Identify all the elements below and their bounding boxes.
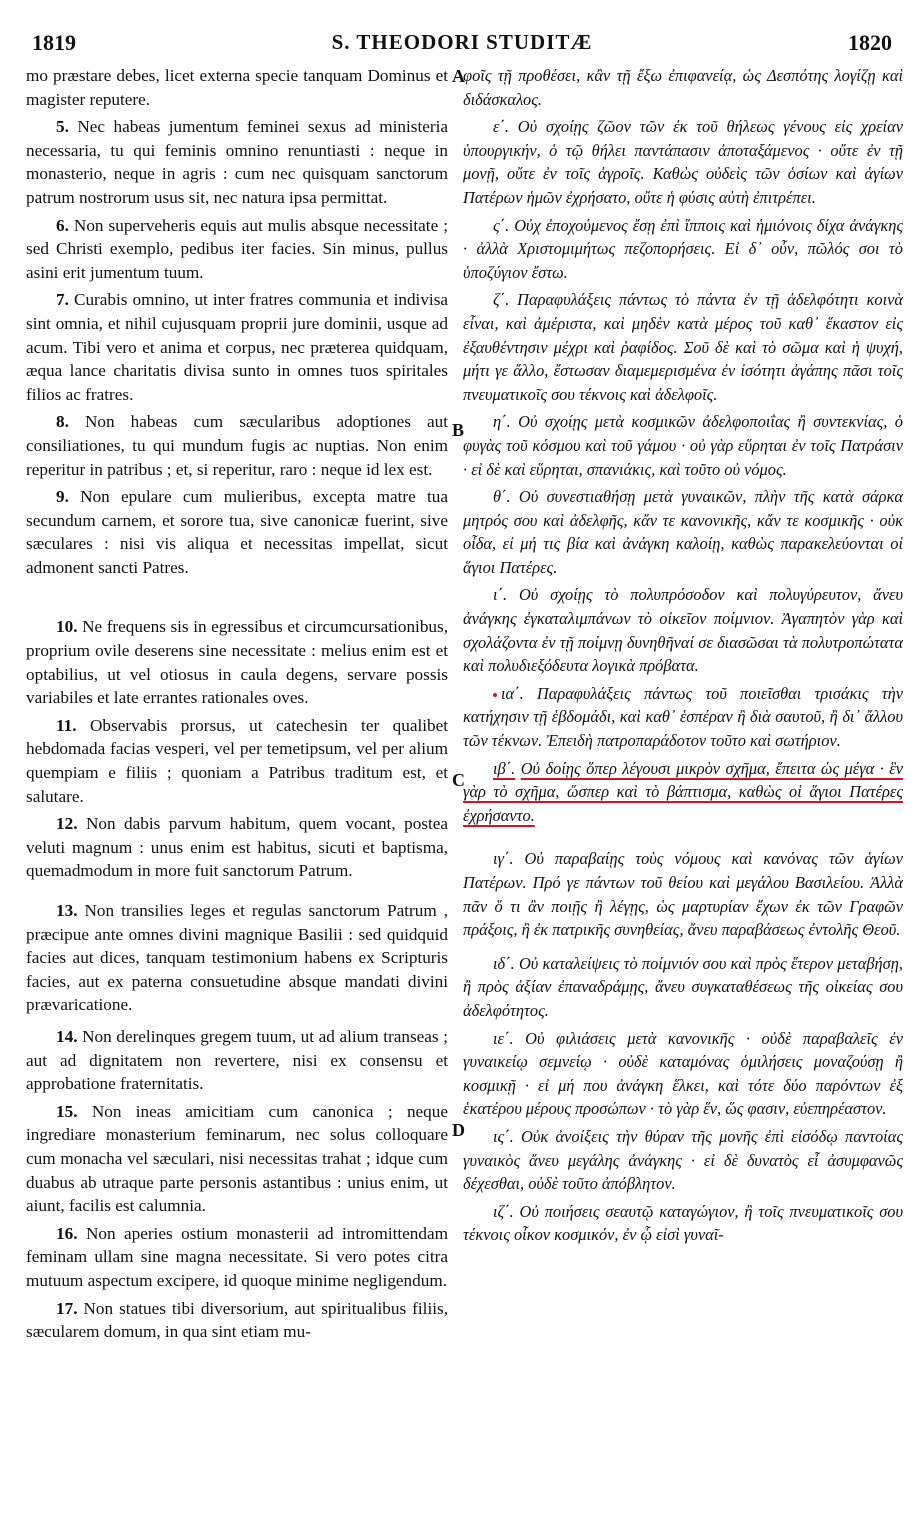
greek-paragraph-5 [463,115,903,209]
paragraph-number: ιε΄. [493,1028,514,1048]
latin-paragraph-5 [26,115,448,209]
greek-paragraph [463,64,903,111]
paragraph-text: Οὐ σχοίῃς τὸ πολυπρόσοδον καὶ πολυγύρευτον, ἄνευ ἀνάγκης ἐγκαταλιμπάνων τὸ οἰκεῖον ποίμνιον. Ἀγαπητὸν γὰρ καὶ σχολάζοντα ἐν τῇ ποίμνῃ δυνηθῆναί σε διασῶσαι τὰ πολυτροπώτατα καὶ πολυδιεξόδευτα λογικὰ πρόβατα. [463,585,903,676]
paragraph-number: η΄. [493,412,511,432]
paragraph-number: ια΄. [501,683,524,703]
paragraph-text: Non habeas cum sæcularibus adoptiones aut consiliationes, tu qui mundum fugis ac nuptias. Non enim reperitur in patribus ; et, si reperitur, raro : neque id lex est. [26,412,448,479]
paragraph-number: ς΄. [493,215,510,235]
paragraph-text: Οὐχ ἐποχούμενος ἔσῃ ἐπὶ ἵπποις καὶ ἡμιόνοις δίχα ἀνάγκης · ἀλλὰ Χριστομιμήτως πεζοπορήσεις. Εἰ δ᾽ οὖν, πῶλός σοι τὸ ὑποζύγιον ἔστω. [463,215,903,282]
latin-paragraph-6 [26,214,448,285]
paragraph-text: mo præstare debes, licet externa specie tanquam Dominus et magister reputere. [26,66,448,109]
margin-marker-a: A [452,66,465,86]
paragraph-text: Οὐ φιλιάσεις μετὰ κανονικῆς · οὐδὲ παραβαλεῖς ἐν γυναικείῳ σεμνείῳ · οὐδὲ καταμόνας ὁμιλήσεις μοναζούσῃ ἢ κοσμικῇ · εἰ μή που ἀνάγκη ἕλκει, καὶ τότε δύο παρόντων ἐξ ἑκατέρου μέρους προσώπων · τὸ γὰρ ἕν, ὥς φασιν, εὐεπηρέαστον. [463,1028,903,1119]
greek-paragraph-14 [463,952,903,1023]
paragraph-text: φοῖς τῇ προθέσει, κἂν τῇ ἔξω ἐπιφανείᾳ, ὡς Δεσπότης λογίζῃ καὶ διδάσκαλος. [463,66,903,109]
paragraph-number: 6. [56,215,69,235]
paragraph-number: ζ΄. [493,290,510,310]
latin-paragraph [26,64,448,111]
paragraph-text: Οὐ παραβαίῃς τοὺς νόμους καὶ κανόνας τῶν ἁγίων Πατέρων. Πρό γε πάντων τοῦ θείου καὶ μεγάλου Βασιλείου. Ἀλλὰ πᾶν ὅ τι ἂν ποιῇς ἢ λέγῃς, ὡς μαρτυρίαν ἔχων ἐκ τῶν Γραφῶν πράξοις, ἢ ἐκ πατρικῆς συνηθείας, ἄνευ παραβάσεως ἐντολῆς Θεοῦ. [463,849,903,940]
latin-paragraph-11 [26,714,448,808]
paragraph-number: ιβ΄. [493,758,516,778]
paragraph-text: Curabis omnino, ut inter fratres communia et indivisa sint omnia, et nihil cujusquam proprii jure dominii, usque ad acum. Tibi vero et anima et corpus, nec præterea quidquam, æqua lance charitatis divisa sunto in omnes tuos spiritales filios ac fratres. [26,290,449,404]
paragraph-number: 16. [56,1223,78,1243]
greek-paragraph-15 [463,1027,903,1121]
margin-marker-c: C [452,770,465,790]
greek-paragraph-17 [463,1200,903,1247]
paragraph-number: 10. [56,617,78,637]
latin-paragraph-17 [26,1297,448,1344]
greek-paragraph-8 [463,410,903,481]
greek-column [463,64,903,1251]
paragraph-text: Οὐ καταλείψεις τὸ ποίμνιόν σου καὶ πρὸς ἕτερον μεταβήσῃ, ἢ πρὸς ἀξίαν ἐπαναδράμῃς, ἄνευ συγκαταθέσεως τῆς οἰκείας σου ἀδελφότητος. [463,953,903,1020]
paragraph-number: 5. [56,117,69,137]
paragraph-number: ιδ΄. [493,953,515,973]
paragraph-number: 12. [56,814,78,834]
paragraph-text: Non epulare cum mulieribus, excepta matre tua secundum carnem, et sorore tua, sive canonicæ fuerint, sive sæculares : nisi vis aliqua et necessitas impellat, sicut admonent sancti Patres. [26,487,448,577]
latin-paragraph-8 [26,410,448,481]
paragraph-number: ι΄. [493,585,508,605]
latin-paragraph-12 [26,812,448,883]
paragraph-text: Non transilies leges et regulas sanctorum Patrum , præcipue ante omnes divini magnique Basilii : sed quidquid facies aut dices, tanquam testimonium habens ex Scripturis facies, aut ex paterna consuetudine absque mandati divini prævaricatione. [26,901,449,1015]
paragraph-number: 15. [56,1101,78,1121]
paragraph-text: Non derelinques gregem tuum, ut ad alium transeas ; aut ad dignitatem non revertere, nisi ex consensu et approbatione fraternitatis. [26,1026,449,1094]
paragraph-text: Παραφυλάξεις πάντως τοῦ ποιεῖσθαι τρισάκις τὴν κατήχησιν τῇ ἑβδομάδι, καὶ καθ᾽ ἑσπέραν ἢ διὰ σαυτοῦ, ἢ δι᾽ ἄλλου τῶν τέκνων. Ἐπειδὴ πατροπαράδοτον τοῦτο καὶ σωτήριον. [463,683,903,751]
paragraph-number: θ΄. [493,487,511,507]
latin-paragraph-10 [26,615,448,709]
latin-paragraph-9 [26,485,448,579]
latin-paragraph-16 [26,1222,448,1293]
latin-paragraph-13 [26,899,448,1017]
margin-marker-b: B [452,420,465,440]
paragraph-text: Οὐ σχοίῃς ζῶον τῶν ἐκ τοῦ θήλεως γένους εἰς χρείαν ὑπουργικήν, ὁ τῷ θήλει παντάπασιν ἀποταξάμενος · οὔτε ἐν τῇ μονῇ, οὔτε ἐν τοῖς ἀγροῖς. Καθὼς οὐδεὶς τῶν ὁσίων καὶ ἁγίων Πατέρων ἡμῶν ἐχρήσατο, οὔτε ἡ φύσις αὐτὴ ἐπιτρέπει. [463,117,903,207]
paragraph-text: Observabis prorsus, ut catechesin ter qualibet hebdomada facias vesperi, vel per temetipsum, vel per alium quempiam e filiis ; quoniam a Patribus traditum est, et salutare. [26,715,448,806]
paragraph-number: 13. [56,901,78,920]
red-dot-mark [493,693,497,697]
highlighted-text: Οὐ δοίῃς ὅπερ λέγουσι μικρὸν σχῆμα, ἔπειτα ὡς μέγα · ἓν γὰρ τὸ σχῆμα, ὥσπερ καὶ τὸ βάπτισμα, καθὼς οἱ ἅγιοι Πατέρες ἐχρήσαντο. [463,758,903,825]
paragraph-text: Οὐ ποιήσεις σεαυτῷ καταγώγιον, ἢ τοῖς πνευματικοῖς σου τέκνοις οἶκον κοσμικόν, ἐν ᾧ εἰσὶ γυναῖ- [463,1201,903,1245]
page-header [32,26,892,60]
paragraph-number: 11. [56,715,77,735]
greek-paragraph-6 [463,214,903,285]
paragraph-number: 14. [56,1026,78,1046]
paragraph-number: ις΄. [493,1126,514,1146]
running-title: S. THEODORI STUDITÆ [331,30,593,54]
paragraph-text: Οὐ συνεστιαθήσῃ μετὰ γυναικῶν, πλὴν τῆς κατὰ σάρκα μητρός σου καὶ ἀδελφῆς, κἄν τε κανονικῆς, κἄν τε κοσμικῆς · οὐκ οἶδα, εἰ μή τις βία καὶ ἀνάγκη καλοίῃ, καθὼς παρακελεύονται οἱ ἅγιοι Πατέρες. [463,487,903,577]
paragraph-text: Non ineas amicitiam cum canonica ; neque ingrediare monasterium feminarum, nec solus colloquare cum monacha vel sæculari, nisi necessitas trahat ; idque cum duabus ab utraque parte personis astantibus : unius enim, ut aiunt, facilis est calumnia. [26,1101,448,1216]
latin-column [26,64,448,1348]
latin-paragraph-14 [26,1025,448,1096]
greek-paragraph-13 [463,847,903,941]
latin-paragraph-7 [26,288,448,406]
paragraph-text: Οὐκ ἀνοίξεις τὴν θύραν τῆς μονῆς ἐπὶ εἰσόδῳ παντοίας γυναικὸς ἄνευ μεγάλης ἀνάγκης · εἰ δὲ δυνατὸς εἶ ἀσυμφανῶς δέχεσθαι, οὐδὲ τοῦτο ἀπόβλητον. [463,1126,903,1194]
page-number-right: 1820 [848,30,892,55]
paragraph-text: Non aperies ostium monasterii ad intromittendam feminam ullam sine magna necessitate. Si vero potes citra mutuum aspectum excipere, id quoque minime negligendum. [26,1223,448,1290]
paragraph-number: ιζ΄. [493,1201,514,1221]
paragraph-number: ιγ΄. [493,849,514,869]
margin-marker-d: D [452,1120,465,1140]
paragraph-text: Nec habeas jumentum feminei sexus ad ministeria necessaria, tu qui feminis omnino renuntiasti : neque in monasterio, neque in agris : cum nec quisquam sanctorum patrum nostrorum usus sit, nec natura ipsa permittat. [26,117,449,207]
paragraph-number: 9. [56,487,69,507]
paragraph-text: Παραφυλάξεις πάντως τὸ πάντα ἐν τῇ ἀδελφότητι κοινὰ εἶναι, καὶ ἀμέριστα, καὶ μηδὲν κατὰ μέρος τοῦ καθ᾽ ἕκαστον εἰς ἐξαυθέντησιν μέχρι καὶ ῥαφίδος. Σοῦ δὲ καὶ τὸ σῶμα καὶ ἡ ψυχή, μήτι γε ἄλλο, ἔστωσαν διαμεμερισμένα ἐν ἰσότητι ἀγάπης πᾶσι τοῖς πνευματικοῖς σου τέκνοις καὶ ἀδελφοῖς. [463,290,903,404]
page-number-left: 1819 [32,30,76,55]
paragraph-number: 17. [56,1298,78,1318]
paragraph-text: Non superveheris equis aut mulis absque necessitate ; sed Christi exemplo, pedibus iter facies. Sin minus, pullus asini erit jumentum tuum. [26,215,448,282]
greek-paragraph-7 [463,288,903,406]
paragraph-text: Ne frequens sis in egressibus et circumcursationibus, proprium ovile deserens sine necessitate : melius enim est et optabilius, ut vel otiosus in caula degens, servare possis variabiles et late errantes rationales oves. [26,617,448,708]
paragraph-number: ε΄. [493,117,510,137]
paragraph-text: Non statues tibi diversorium, aut spiritualibus filiis, sæcularem domum, in qua sint etiam mu- [26,1298,448,1342]
paragraph-text: Οὐ σχοίῃς μετὰ κοσμικῶν ἀδελφοποιΐας ἢ συντεκνίας, ὁ φυγὰς τοῦ κόσμου καὶ τοῦ γάμου · οὐ γὰρ εὕρηται ἐν τοῖς Πατράσιν · εἰ δὲ καὶ εὕρηται, σπανιάκις, καὶ τοῦτο οὐ νόμος. [463,412,903,479]
latin-paragraph-15 [26,1100,448,1218]
greek-paragraph-9 [463,485,903,579]
paragraph-text: Non dabis parvum habitum, quem vocant, postea veluti magnum : unus enim est habitus, sicuti et baptisma, quemadmodum in more fuit sanctorum Patrum. [26,814,449,881]
greek-paragraph-12-highlighted [463,757,903,828]
paragraph-number: 8. [56,412,69,432]
greek-paragraph-11 [463,682,903,753]
greek-paragraph-10 [463,583,903,677]
paragraph-number: 7. [56,290,69,310]
greek-paragraph-16 [463,1125,903,1196]
